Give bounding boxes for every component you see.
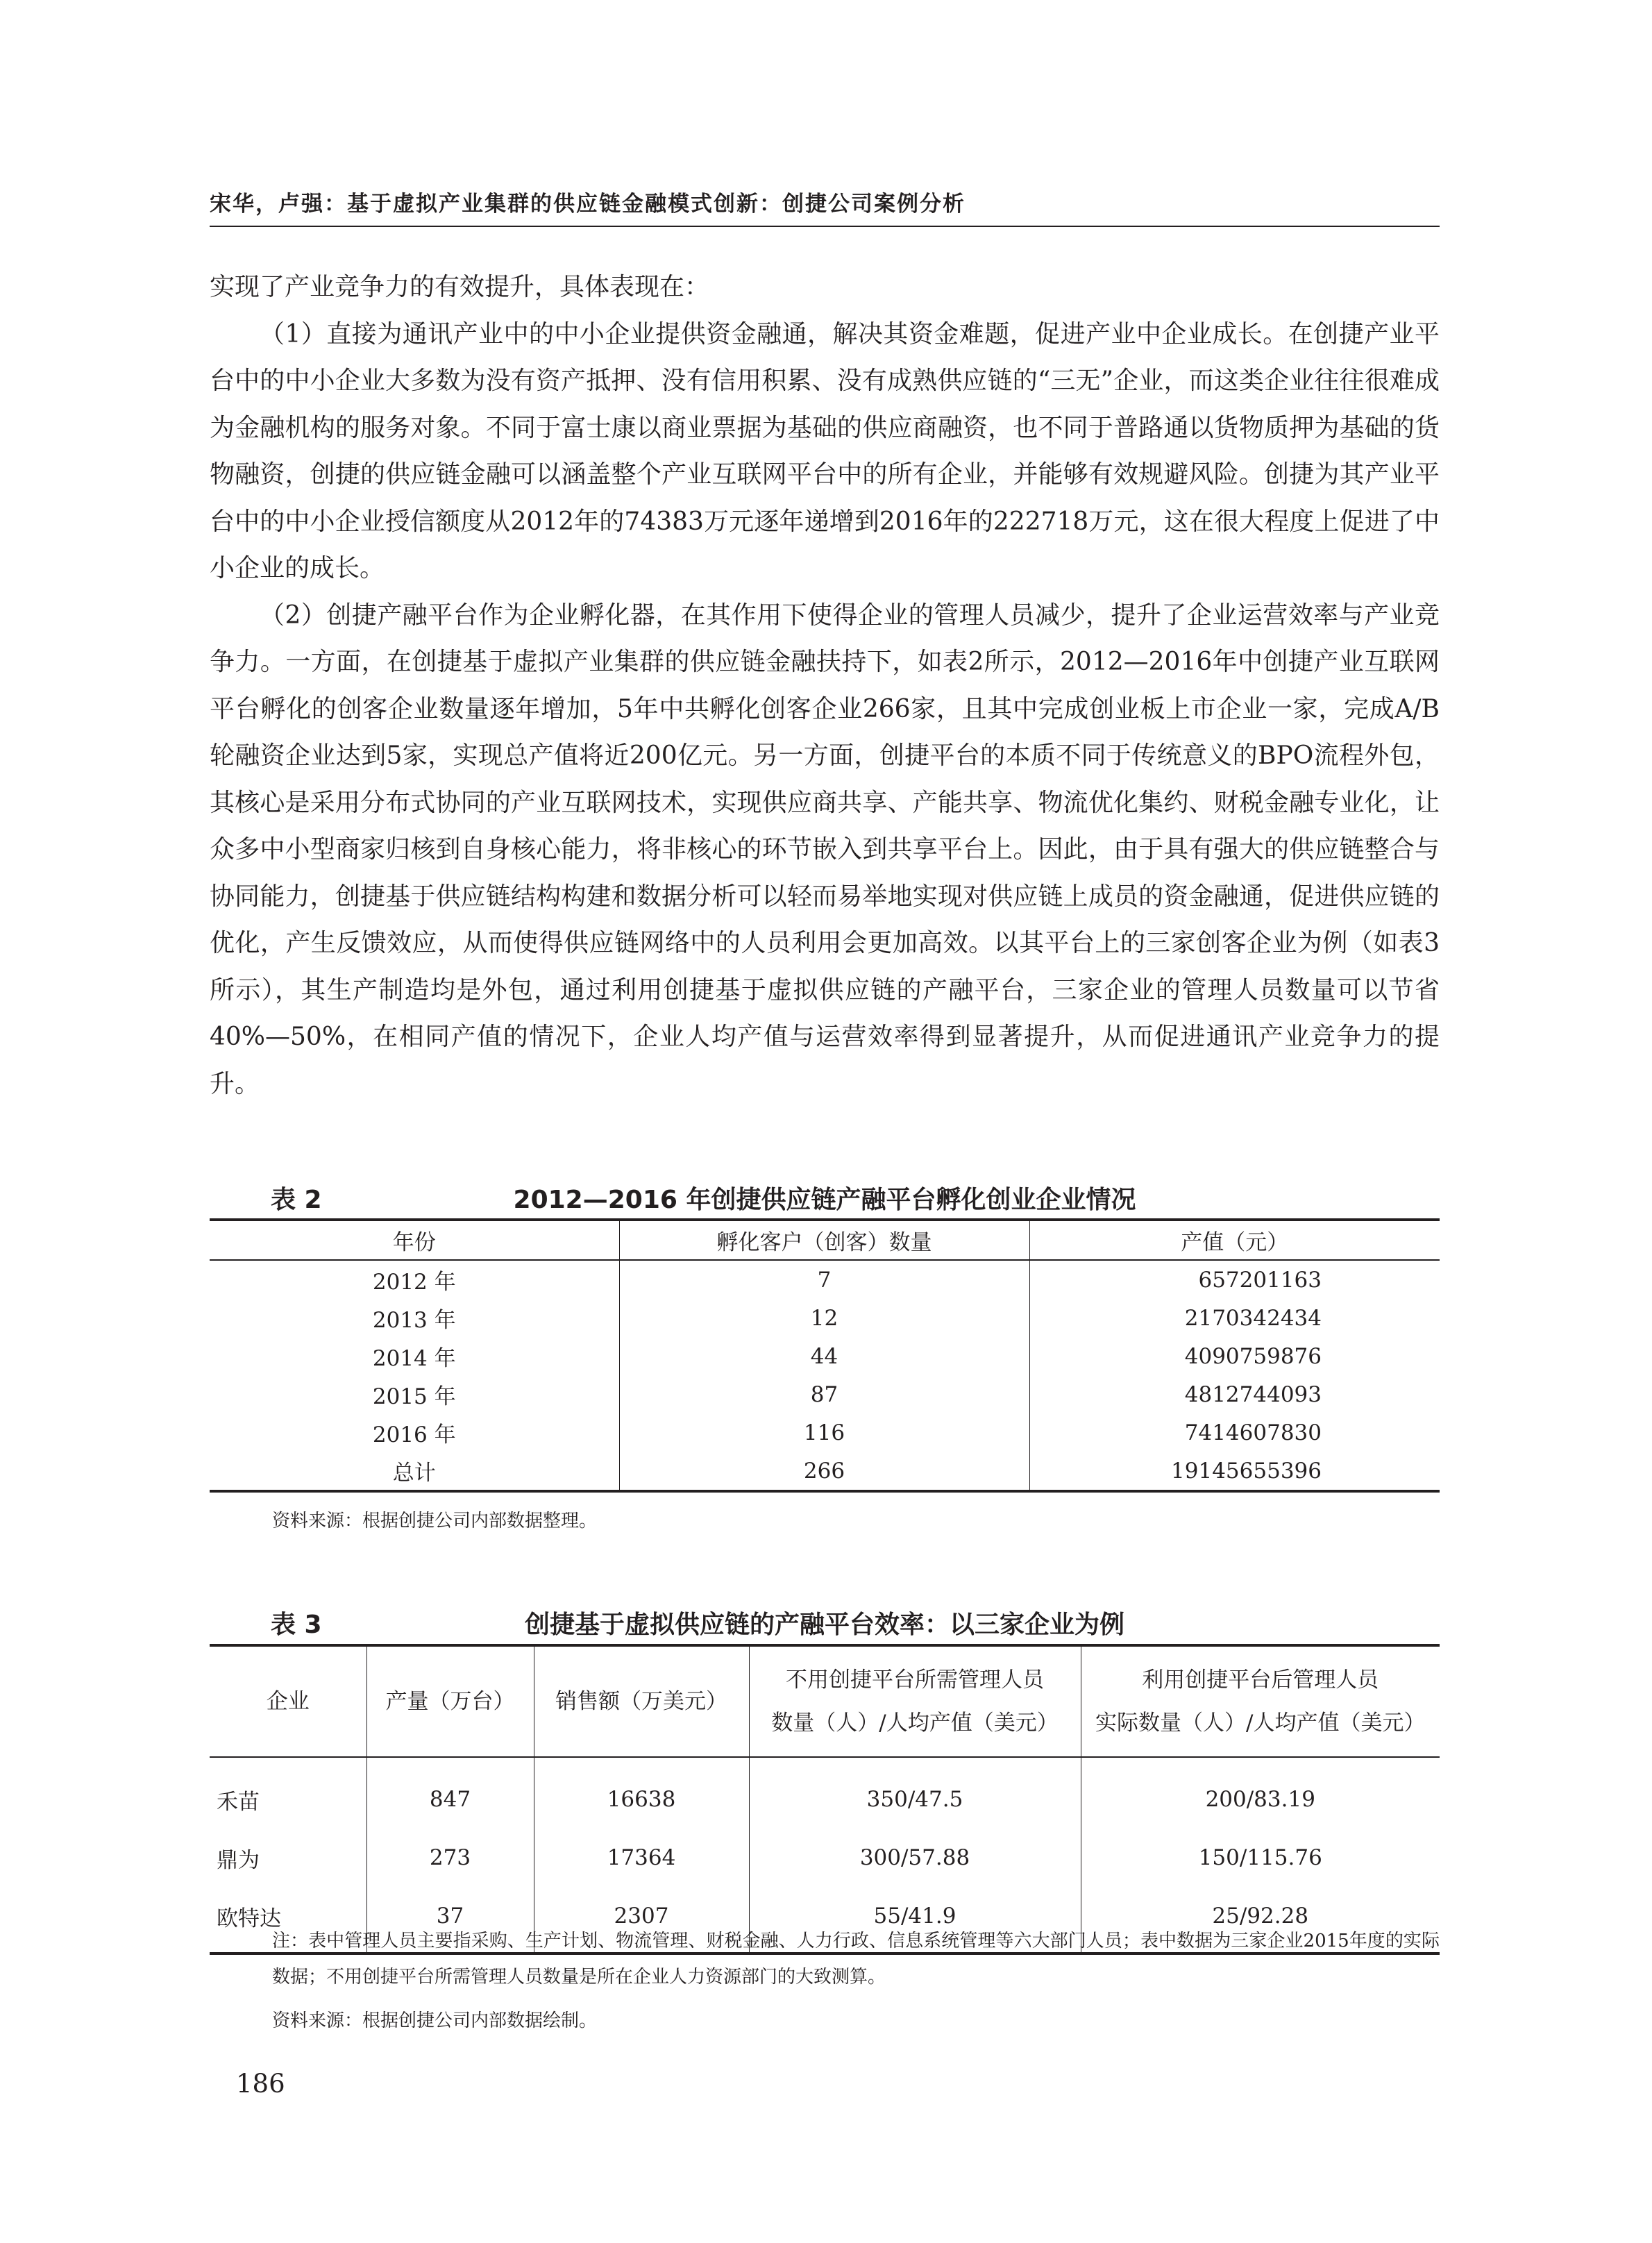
table2-cell-count: 7: [619, 1260, 1029, 1299]
table3-header-sales: 销售额（万美元）: [534, 1645, 749, 1757]
table2-cell-count: 87: [619, 1375, 1029, 1413]
table-row: [210, 1375, 1440, 1413]
table2-cell-value: 4812744093: [1029, 1375, 1440, 1413]
table2-caption: [210, 1180, 1440, 1215]
table3-cell-company: 欧特达: [217, 1906, 281, 1931]
table3: [210, 1644, 1440, 1955]
table-row: [210, 1260, 1440, 1299]
table2-cell-value: 4090759876: [1029, 1337, 1440, 1375]
table-row: [210, 1337, 1440, 1375]
table3-header-company: 企业: [266, 1689, 310, 1714]
table3-header-row: [210, 1645, 1440, 1757]
table3-header-without-platform: 不用创捷平台所需管理人员 数量（人）/人均产值（美元）: [749, 1645, 1081, 1757]
table2-cell-year: 2012 年: [372, 1270, 456, 1295]
table2-cell-count: 44: [619, 1337, 1029, 1375]
table3-cell-sales: 17364: [534, 1829, 749, 1887]
table3-cell-output: 37: [366, 1887, 534, 1954]
paragraph-intro: 实现了产业竞争力的有效提升，具体表现在：: [210, 273, 710, 301]
table2-cell-year: 2015 年: [372, 1384, 456, 1409]
table3-note: 注：表中管理人员主要指采购、生产计划、物流管理、财税金融、人力行政、信息系统管理等六大部门人员；表中数据为三家企业2015年度的实际数据；不用创捷平台所需管理人员数量是所在企业人力资源部门的大致测算。: [272, 1931, 1440, 1988]
table3-cell-company: 鼎为: [217, 1847, 260, 1873]
table2-cell-count: 12: [619, 1299, 1029, 1337]
header-rule: [210, 226, 1440, 227]
table2-cell-count: 266: [619, 1452, 1029, 1491]
table3-cell-company: 禾苗: [217, 1789, 260, 1815]
table3-source: 资料来源：根据创捷公司内部数据绘制。: [272, 2010, 598, 2031]
table2-header-count: 孵化客户（创客）数量: [619, 1220, 1029, 1260]
table2-cell-value: 2170342434: [1029, 1299, 1440, 1337]
table-row: [210, 1829, 1440, 1887]
table2-cell-count: 116: [619, 1413, 1029, 1452]
table2-source: 资料来源：根据创捷公司内部数据整理。: [272, 1511, 598, 1531]
table2: [210, 1218, 1440, 1493]
table3-header-with-platform: 利用创捷平台后管理人员 实际数量（人）/人均产值（美元）: [1081, 1645, 1440, 1757]
table2-header-year: 年份: [392, 1230, 436, 1255]
table3-cell-sales: 2307: [534, 1887, 749, 1954]
paragraph-1: （1）直接为通讯产业中的中小企业提供资金融通，解决其资金难题，促进产业中企业成长。在创捷产业平台中的中小企业大多数为没有资产抵押、没有信用积累、没有成熟供应链的“三无”企业，而这类企业往往很难成为金融机构的服务对象。不同于富士康以商业票据为基础的供应商融资，也不同于普路通以货物质押为基础的货物融资，创捷的供应链金融可以涵盖整个产业互联网平台中的所有企业，并能够有效规避风险。创捷为其产业平台中的中小企业授信额度从2012年的74383万元逐年递增到2016年的222718万元，这在很大程度上促进了中小企业的成长。: [210, 319, 1440, 582]
table2-cell-year: 2014 年: [372, 1346, 456, 1371]
paragraph-2: （2）创捷产融平台作为企业孵化器，在其作用下使得企业的管理人员减少，提升了企业运营效率与产业竞争力。一方面，在创捷基于虚拟产业集群的供应链金融扶持下，如表2所示，2012—2016年中创捷产业互联网平台孵化的创客企业数量逐年增加，5年中共孵化创客企业266家，且其中完成创业板上市企业一家，完成A/B轮融资企业达到5家，实现总产值将近200亿元。另一方面，创捷平台的本质不同于传统意义的BPO流程外包，其核心是采用分布式协同的产业互联网技术，实现供应商共享、产能共享、物流优化集约、财税金融专业化，让众多中小型商家归核到自身核心能力，将非核心的环节嵌入到共享平台上。因此，由于具有强大的供应链整合与协同能力，创捷基于供应链结构构建和数据分析可以轻而易举地实现对供应链上成员的资金融通，促进供应链的优化，产生反馈效应，从而使得供应链网络中的人员利用会更加高效。以其平台上的三家创客企业为例（如表3所示），其生产制造均是外包，通过利用创捷基于虚拟供应链的产融平台，三家企业的管理人员数量可以节省40%—50%，在相同产值的情况下，企业人均产值与运营效率得到显著提升，从而促进通讯产业竞争力的提升。: [210, 600, 1440, 1098]
table2-title: 2012—2016 年创捷供应链产融平台孵化创业企业情况: [513, 1186, 1136, 1214]
table3-caption: [210, 1605, 1440, 1640]
table-row: [210, 1757, 1440, 1829]
table3-cell-without-platform: 55/41.9: [749, 1887, 1081, 1954]
body-text: [210, 264, 1440, 1107]
table3-cell-with-platform: 200/83.19: [1081, 1757, 1440, 1829]
table3-title: 创捷基于虚拟供应链的产融平台效率：以三家企业为例: [524, 1611, 1124, 1639]
table3-cell-output: 847: [366, 1757, 534, 1829]
table2-cell-year: 2013 年: [372, 1308, 456, 1333]
table-row-total: [210, 1452, 1440, 1491]
table3-cell-with-platform: 150/115.76: [1081, 1829, 1440, 1887]
table2-cell-year: 总计: [392, 1461, 436, 1486]
table3-cell-sales: 16638: [534, 1757, 749, 1829]
table3-cell-with-platform: 25/92.28: [1081, 1887, 1440, 1954]
running-header: 宋华，卢强：基于虚拟产业集群的供应链金融模式创新：创捷公司案例分析: [210, 192, 966, 217]
table-row: [210, 1413, 1440, 1452]
table2-header-row: [210, 1220, 1440, 1260]
table2-header-value: 产值（元）: [1029, 1220, 1440, 1260]
table-row: [210, 1299, 1440, 1337]
table3-label: 表 3: [271, 1611, 322, 1639]
table3-cell-output: 273: [366, 1829, 534, 1887]
table2-cell-year: 2016 年: [372, 1422, 456, 1447]
table2-label: 表 2: [271, 1186, 322, 1214]
table3-cell-without-platform: 350/47.5: [749, 1757, 1081, 1829]
table3-cell-without-platform: 300/57.88: [749, 1829, 1081, 1887]
table3-header-output: 产量（万台）: [366, 1645, 534, 1757]
page-number: 186: [236, 2069, 285, 2099]
table2-cell-value: 7414607830: [1029, 1413, 1440, 1452]
table2-cell-value: 19145655396: [1029, 1452, 1440, 1491]
table2-cell-value: 657201163: [1029, 1260, 1440, 1299]
